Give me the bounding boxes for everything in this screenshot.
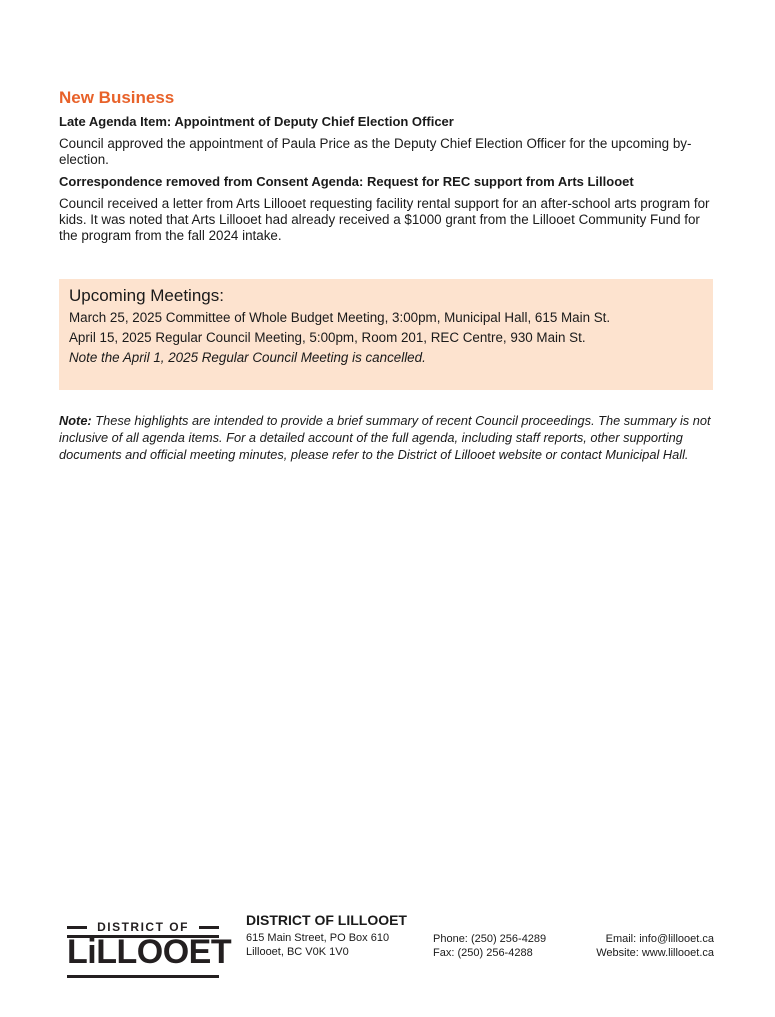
website-label: Website: (596, 947, 639, 959)
website-link[interactable]: www.lillooet.ca (641, 947, 714, 959)
item-body: Council received a letter from Arts Lillooet requesting facility rental support for an after-school arts program for kids. It was noted that Arts Lillooet had already received a $1000 grant from the Lillooet Community Fund for the program from the fall 2024 intake. (59, 196, 710, 243)
item-heading: Late Agenda Item: Appointment of Deputy Chief Election Officer (59, 114, 454, 129)
logo-bar (67, 926, 87, 929)
district-logo (67, 920, 232, 980)
section-title: New Business (59, 88, 175, 107)
email-website (596, 932, 714, 960)
email-label: Email: (605, 933, 637, 945)
meeting-item: March 25, 2025 Committee of Whole Budget Meeting, 3:00pm, Municipal Hall, 615 Main St. (69, 310, 611, 325)
footer (0, 910, 775, 980)
email-link[interactable]: info@lillooet.ca (639, 933, 714, 945)
item-heading: Correspondence removed from Consent Agenda: Request for REC support from Arts Lillooet (59, 174, 634, 189)
upcoming-meetings-title: Upcoming Meetings: (69, 286, 224, 305)
new-business-section (59, 88, 714, 244)
disclaimer (59, 412, 719, 463)
logo-bar (199, 926, 219, 929)
logo-main-text: LiLLOOET (67, 933, 232, 971)
org-address (246, 912, 407, 959)
disclaimer-label: Note: (59, 413, 92, 428)
upcoming-meetings-box (59, 279, 713, 390)
phone-number: (250) 256-4289 (470, 933, 547, 945)
address-line: 615 Main Street, PO Box 610 (246, 932, 390, 944)
meeting-item: April 15, 2025 Regular Council Meeting, 5:00pm, Room 201, REC Centre, 930 Main St. (69, 330, 586, 345)
fax-label: Fax: (433, 947, 455, 959)
logo-top-text: DISTRICT OF (97, 920, 189, 934)
phone-label: Phone: (433, 933, 468, 945)
address-line: Lillooet, BC V0K 1V0 (246, 946, 349, 958)
meeting-note: Note the April 1, 2025 Regular Council Meeting is cancelled. (69, 350, 426, 365)
phone-fax (433, 932, 546, 960)
fax-number: (250) 256-4288 (457, 947, 533, 959)
disclaimer-text: These highlights are intended to provide a brief summary of recent Council proceedings. The summary is not inclusive of all agenda items. For a detailed account of the full agenda, including staff reports, other supporting documents and official meeting minutes, please refer to the District of Lillooet website or contact Municipal Hall. (59, 413, 711, 462)
item-body: Council approved the appointment of Paula Price as the Deputy Chief Election Officer for the upcoming by-election. (59, 136, 692, 167)
logo-bar (67, 975, 219, 978)
org-name: DISTRICT OF LILLOOET (246, 912, 407, 928)
